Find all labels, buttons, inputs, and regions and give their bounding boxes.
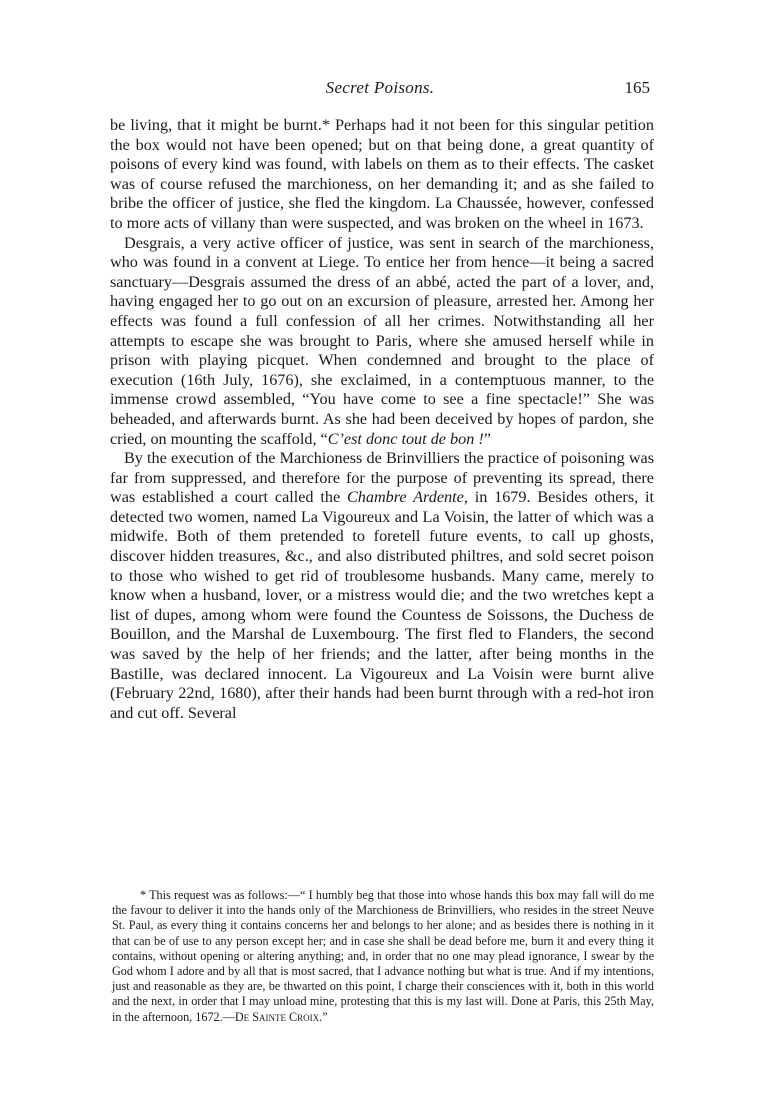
- paragraph-3-text-start: By the execution of the Marchioness de Brinvilliers the practice of poisoning was far from suppressed, and therefore for the purpose of preventing its spread, there was established a court called the: [110, 449, 654, 507]
- french-quote: C’est donc tout de bon !: [327, 429, 484, 448]
- running-title: Secret Poisons.: [325, 78, 435, 97]
- running-head: [110, 78, 650, 102]
- paragraph-3-text-rest: , in 1679. Besides others, it detected two women, named La Vigoureux and La Voisin, the latter of which was a midwife. Both of them pretended to foretell future events, to call up ghosts, discover hidden treasures, &c., and also distributed philtres, and sold secret poison to those who wished to get rid of troublesome husbands. Many came, merely to know when a husband, lover, or a mistress would die; and the two wretches kept a list of dupes, among whom were found the Countess de Soissons, the Duchess de Bouillon, and the Marshal de Luxembourg. The first fled to Flanders, the second was saved by the help of her friends; and the latter, after being months in the Bastille, was declared innocent. La Vigoureux and La Voisin were burnt alive (February 22nd, 1680), after their hands had been burnt through with a red-hot iron and cut off. Several: [110, 488, 654, 722]
- footnote-signature: De Sainte Croix: [234, 1009, 320, 1024]
- paragraph-3: [110, 449, 654, 723]
- paragraph-1-text: be living, that it might be burnt.* Perhaps had it not been for this singular petition the box would not have been opened; but on that being done, a great quantity of poisons of every kind was found, with labels on them as to their effects. The casket was of course refused the marchioness, on her demanding it; and as she failed to bribe the officer of justice, she fled the kingdom. La Chaussée, however, confessed to more acts of villany than were suspected, and was broken on the wheel in 1673.: [110, 116, 654, 232]
- paragraph-2-close-quote: ”: [483, 429, 491, 448]
- footnote-paragraph: [112, 888, 654, 1025]
- footnote-text: * This request was as follows:—“ I humbly beg that those into whose hands this box may fall will do me the favour to deliver it into the hands only of the Marchioness de Brinvilliers, who resides in the street Neuve St. Paul, as every thing it contains concerns her and belongs to her alone; and as besides there is nothing in it that can be of use to any person except her; and in case she shall be dead before me, burn it and every thing it contains, without opening or altering anything; and, in order that no one may plead ignorance, I swear by the God whom I adore and by all that is most sacred, that I advance nothing but what is true. And if my intentions, just and reasonable as they are, be thwarted on this point, I charge their consciences with it, both in this world and the next, in order that I may unload mine, protesting that this is my last will. Done at Paris, this 25th May, in the afternoon, 1672.—: [112, 888, 654, 1024]
- footnote: [112, 888, 654, 1025]
- body-text: [110, 116, 654, 723]
- paragraph-1: [110, 116, 654, 234]
- paragraph-2: [110, 234, 654, 450]
- paragraph-2-text: Desgrais, a very active officer of justice, was sent in search of the marchioness, who was found in a convent at Liege. To entice her from hence—it being a sacred sanctuary—Desgrais assumed the dress of an abbé, acted the part of a lover, and, having engaged her to go out on an excursion of pleasure, arrested her. Among her effects was found a full confession of all her crimes. Notwithstanding all her attempts to escape she was brought to Paris, where she amused herself while in prison with playing picquet. When condemned and brought to the place of execution (16th July, 1676), she exclaimed, in a contemptuous manner, to the immense crowd assembled, “You have come to see a fine spectacle!” She was beheaded, and afterwards burnt. As she had been deceived by hopes of pardon, she cried, on mounting the scaffold, “: [110, 233, 654, 448]
- chambre-ardente-term: Chambre Ardente: [346, 488, 464, 507]
- page-number: 165: [624, 78, 650, 97]
- footnote-closing: .”: [319, 1009, 328, 1024]
